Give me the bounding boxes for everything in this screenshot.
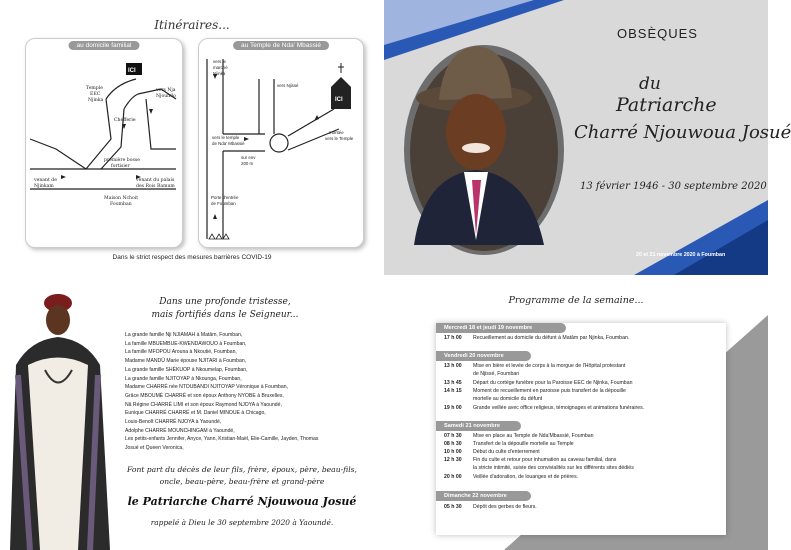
fait-part [112, 464, 372, 488]
family-line: Nâ Régine CHARRÉ LIMI et son époux Raymond NJOYA à Yaoundé, [125, 401, 282, 408]
day-label: Dimanche 22 novembre [436, 491, 531, 501]
cover-panel [384, 0, 791, 275]
map-temple-porte-2: de Foumban [211, 201, 236, 206]
map-temple [198, 38, 364, 248]
day-label: Samedi 21 novembre [436, 421, 521, 431]
programme-title: Programme de la semaine... [508, 295, 644, 306]
event-time: 19 h 00 [444, 405, 462, 411]
event-desc: Grande veillée avec office religieux, témoignages et animations funéraires. [473, 405, 645, 411]
map-home-vers-nja-1: vers Nja [156, 88, 176, 93]
event-time: 10 h 00 [444, 449, 462, 455]
map-temple-vers-marche-2: marché [213, 65, 228, 70]
covid-note: Dans le strict respect des mesures barrières COVID-19 [112, 254, 272, 261]
cover-patriarche: Patriarche [616, 94, 717, 116]
map-temple-sur-env-1: sur env [241, 155, 256, 160]
programme-box [436, 323, 726, 535]
itineraries-panel [0, 0, 384, 275]
announcement-intro [100, 296, 350, 322]
map-temple-montee-2: vers le Temple [325, 136, 354, 141]
event-time: 14 h 15 [444, 388, 462, 394]
map-home-chefferie: Chefferie [114, 118, 136, 123]
map-home-maison-2: Foumban [110, 202, 132, 207]
itineraries-title: Itinéraires... [154, 18, 230, 32]
event-desc: Début du culte d'enterrement [473, 449, 540, 455]
family-line: Josué et Queen Veronica, [125, 445, 184, 452]
map-temple-vers-marche-1: vers le [213, 59, 226, 64]
family-line: Les petits-enfants Jennifer, Anyce, Yann, Kristian-Maël, Elie-Camille, Jayden, Thomas [125, 436, 319, 443]
map-temple-ici: ICI [335, 97, 343, 103]
event-desc: Moment de recueillement en paroisse puis transfert de la dépouille mortelle au domicile du défunt [473, 388, 626, 402]
map-home-temple-eec-1: Temple [86, 86, 103, 91]
map-home-vers-nja-2: Njoundo [156, 94, 176, 99]
announcement-panel [0, 275, 384, 550]
family-line: Madame MANDÙ Marie épouse NJITARI à Foumban, [125, 358, 247, 365]
map-home-temple-eec-3: Njinka [88, 98, 104, 103]
event-desc: Mise en bière et levée de corps à la morgue de l'Hôpital protestant de Njissé, Foumban [473, 363, 626, 377]
fait-part-line-2: oncle, beau-père, beau-frère et grand-père [159, 477, 325, 486]
programme-panel [384, 275, 768, 550]
event-time: 05 h 30 [444, 504, 462, 510]
event-time: 07 h 30 [444, 433, 462, 439]
family-line: La grande famille SHÈKUOP à Nkoumelap, Foumban, [125, 366, 248, 373]
day-label: Vendredi 20 novembre [436, 351, 531, 361]
map-home-ici: ICI [128, 68, 136, 74]
family-line: Louis-Benoît CHARRÉ NJOYA à Yaoundé, [125, 419, 222, 426]
day-label: Mercredi 18 et jeudi 19 novembre [436, 323, 566, 333]
family-line: Eunique CHARRÉ CHARRÉ et M. Daniel MINOUE à Chicago, [125, 410, 266, 417]
event-desc: Départ du cortège funèbre pour la Paroisse EEC de Njinka, Foumban [473, 380, 633, 386]
map-home-venant-palais-1: venant du palais [136, 178, 175, 183]
cover-when-where: 20 et 21 novembre 2020 à Foumban [636, 252, 726, 258]
family-line: La grande famille Nji NJIAMAH à Matâm, Foumban, [125, 332, 243, 338]
cover-dates: 13 février 1946 - 30 septembre 2020 [580, 181, 767, 192]
event-time: 12 h 30 [444, 457, 462, 463]
map-temple-vers-njisse: vers Njissé [277, 83, 299, 88]
map-temple-porte-1: Porte d'entrée [211, 195, 239, 200]
announcement-intro-line-1: Dans une profonde tristesse, [159, 297, 291, 307]
announcement-rappele: rappelé à Dieu le 30 septembre 2020 à Yaoundé. [150, 518, 334, 527]
map-home [25, 38, 183, 248]
map-temple-drawing [199, 39, 365, 249]
family-line: Grâce MBOUMÉ CHARRÉ et son époux Anthony NYOBE à Bruxelles, [125, 392, 284, 399]
map-temple-pill: au Temple de Nda' Mbassié [233, 41, 329, 50]
family-line: Adolphe CHARRÉ MOUNCHINGAM à Yaoundé, [125, 427, 235, 434]
cover-name: Charré Njouwoua Josué [574, 122, 791, 143]
map-home-premiere-bosse-2: fortisier [111, 164, 130, 169]
event-desc: Dépôt des gerbes de fleurs. [473, 504, 537, 510]
map-temple-sur-env-2: 200 m [241, 161, 254, 166]
event-time: 13 h 45 [444, 380, 462, 386]
event-time: 20 h 00 [444, 474, 462, 480]
event-time: 08 h 30 [444, 441, 462, 447]
map-home-temple-eec-2: EEC [90, 92, 101, 97]
map-home-venant-njinkam-1: venant de [34, 178, 57, 183]
announcement-patriarche: le Patriarche Charré Njouwoua Josué [127, 495, 357, 508]
event-desc: Mise en place au Temple de Nda'Mbassié, Foumban [473, 433, 594, 439]
map-home-drawing [26, 39, 184, 249]
map-home-maison-1: Maison Nchoit [104, 196, 139, 201]
cover-du: du [639, 74, 661, 94]
event-desc: Veillée d'adoration, de louanges et de prières. [473, 474, 579, 480]
map-temple-vers-temple-1: vers le temple [212, 135, 240, 140]
announcement-intro-line-2: mais fortifiés dans le Seigneur... [151, 310, 299, 320]
cover-obseques: OBSÈQUES [617, 26, 698, 41]
event-desc: Recueillement au domicile du défunt à Matâm par Njinka, Foumban. [473, 335, 630, 341]
event-desc: Fin du culte et retour pour inhumation au caveau familial, dans la stricte intimité, suivie des convivialités sur les différents sites dédiés [473, 457, 634, 471]
map-home-venant-njinkam-2: Njinkam [34, 184, 54, 189]
map-temple-vers-marche-3: Njinka [213, 71, 226, 76]
map-temple-montee-1: montée [329, 130, 344, 135]
event-time: 13 h 00 [444, 363, 462, 369]
map-home-venant-palais-2: des Rois Bamum [136, 184, 175, 189]
event-desc: Transfert de la dépouille mortelle au Temple [473, 441, 574, 447]
fait-part-line-1: Font part du décès de leur fils, frère, époux, père, beau-fils, [127, 465, 357, 474]
families-list [125, 331, 370, 453]
family-line: Madame CHARRÉ née NTOUBANDI NJITOYAP Véronique à Foumban, [125, 384, 288, 391]
map-home-premiere-bosse-1: première bosse [104, 158, 140, 163]
family-line: La famille MFOPOU Arouna à Nkoutié, Foumban, [125, 349, 237, 356]
event-time: 17 h 00 [444, 335, 462, 341]
family-line: La grande famille NJITOYAP à Nkounga, Foumban, [125, 375, 242, 382]
map-home-pill: au domicile familial [69, 41, 140, 50]
family-line: La famille MBUEMBUE-KWENDAWOUO à Foumban, [125, 340, 247, 347]
map-temple-vers-temple-2: de Nda' Mbassié [212, 141, 245, 146]
